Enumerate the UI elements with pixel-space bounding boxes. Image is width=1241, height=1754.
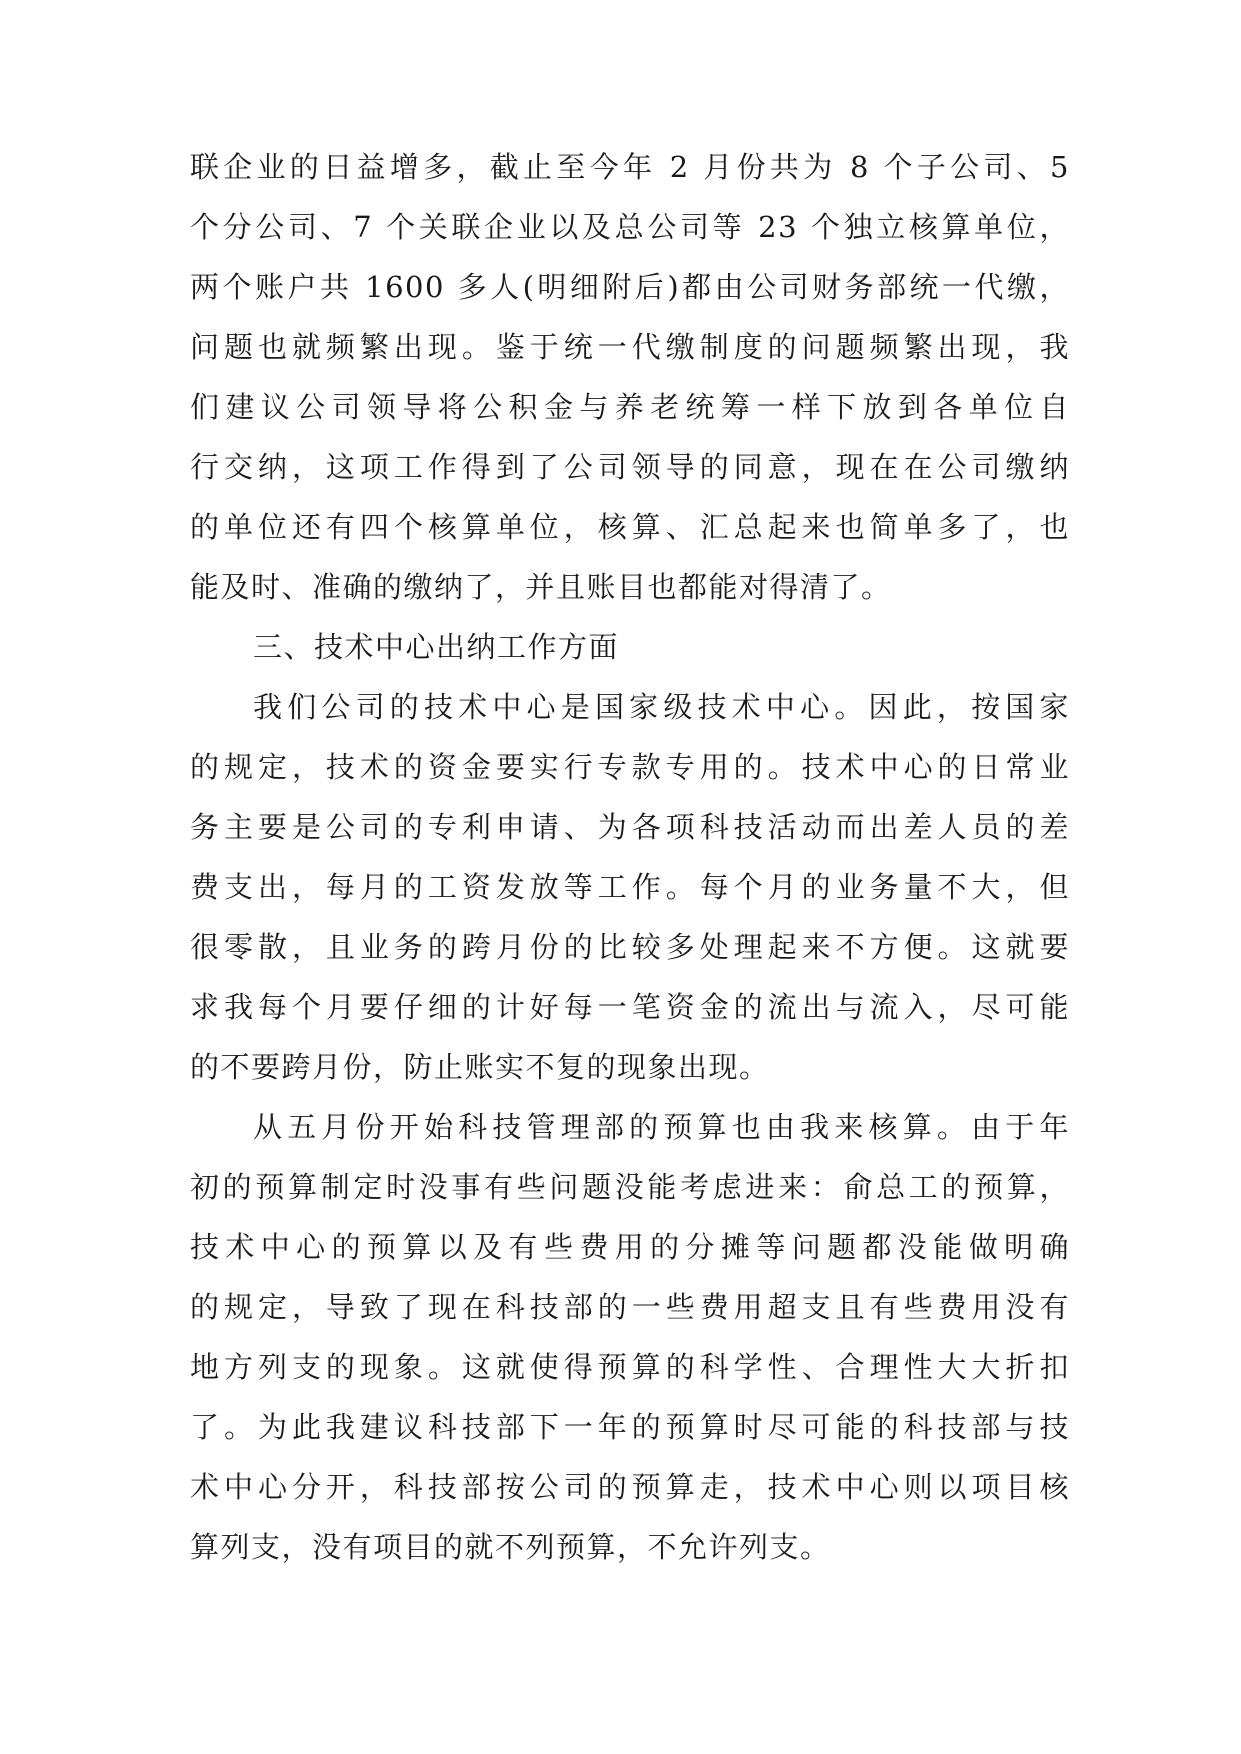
text-line: 技术中心的预算以及有些费用的分摊等问题都没能做明确 [190, 1230, 1070, 1264]
paragraph-first-line: 我们公司的技术中心是国家级技术中心。因此，按国家 [253, 690, 1070, 724]
text-line: 的规定，导致了现在科技部的一些费用超支且有些费用没有 [190, 1290, 1070, 1324]
text-line: 的规定，技术的资金要实行专款专用的。技术中心的日常业 [190, 750, 1070, 784]
text-line: 术中心分开，科技部按公司的预算走，技术中心则以项目核 [190, 1470, 1070, 1504]
section-heading: 三、技术中心出纳工作方面 [253, 630, 620, 664]
text-line: 求我每个月要仔细的计好每一笔资金的流出与流入，尽可能 [190, 990, 1070, 1024]
text-line: 费支出，每月的工资发放等工作。每个月的业务量不大，但 [190, 870, 1070, 904]
text-line: 了。为此我建议科技部下一年的预算时尽可能的科技部与技 [190, 1410, 1070, 1444]
paragraph-last-line: 的不要跨月份，防止账实不复的现象出现。 [190, 1050, 770, 1084]
text-line: 初的预算制定时没事有些问题没能考虑进来：俞总工的预算， [190, 1170, 1070, 1204]
text-line: 问题也就频繁出现。鉴于统一代缴制度的问题频繁出现，我 [190, 330, 1070, 364]
paragraph-last-line: 能及时、准确的缴纳了，并且账目也都能对得清了。 [190, 570, 892, 604]
text-line: 个分公司、7 个关联企业以及总公司等 23 个独立核算单位， [190, 210, 1070, 244]
paragraph-last-line: 算列支，没有项目的就不列预算，不允许列支。 [190, 1530, 831, 1564]
text-line: 很零散，且业务的跨月份的比较多处理起来不方便。这就要 [190, 930, 1070, 964]
text-line: 的单位还有四个核算单位，核算、汇总起来也简单多了，也 [190, 510, 1070, 544]
text-line: 务主要是公司的专利申请、为各项科技活动而出差人员的差 [190, 810, 1070, 844]
text-line: 们建议公司领导将公积金与养老统筹一样下放到各单位自 [190, 390, 1070, 424]
text-line: 地方列支的现象。这就使得预算的科学性、合理性大大折扣 [190, 1350, 1070, 1384]
text-line: 行交纳，这项工作得到了公司领导的同意，现在在公司缴纳 [190, 450, 1070, 484]
paragraph-first-line: 从五月份开始科技管理部的预算也由我来核算。由于年 [253, 1110, 1070, 1144]
text-line: 联企业的日益增多，截止至今年 2 月份共为 8 个子公司、5 [190, 150, 1070, 184]
text-line: 两个账户共 1600 多人(明细附后)都由公司财务部统一代缴， [190, 270, 1070, 304]
